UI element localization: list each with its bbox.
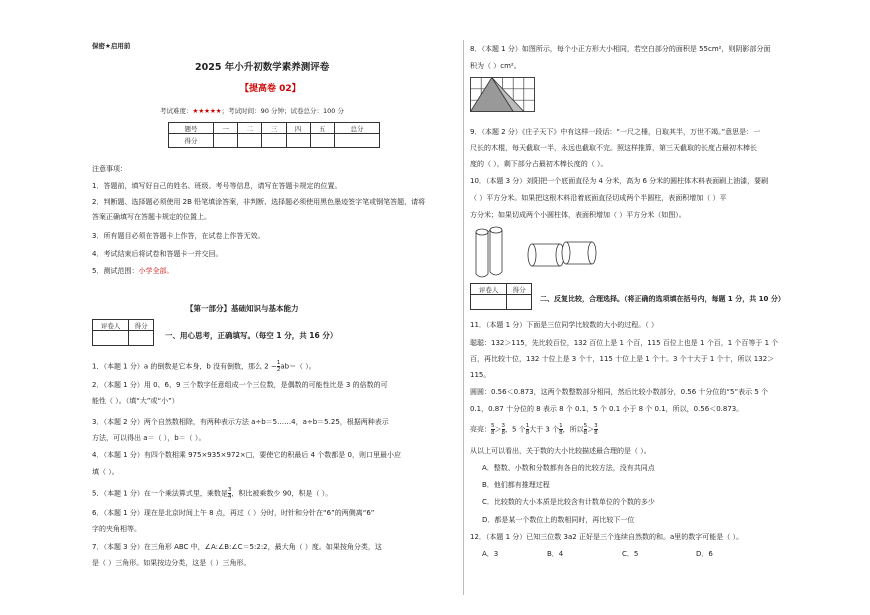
score-table-score-row bbox=[169, 134, 380, 148]
score-cell[interactable] bbox=[286, 134, 310, 148]
q5-text-rest: ，积比被乘数少 90，积是（ ）。 bbox=[231, 489, 333, 498]
grader-cell[interactable] bbox=[471, 295, 507, 310]
question-3-cont: 方法，可以得出 a＝（ ），b＝（ ）。 bbox=[92, 434, 206, 442]
score-cell[interactable] bbox=[334, 134, 379, 148]
question-3: 3．（本题 2 分）两个自然数相除，有两种表示方法 a÷b＝5……4，a÷b＝5.25，根据两种表示 bbox=[92, 418, 389, 426]
score-cell[interactable] bbox=[310, 134, 334, 148]
page-title: 2025 年小升初数学素养测评卷 bbox=[195, 62, 330, 73]
q11-option-b[interactable]: B．他们都有推理过程 bbox=[482, 481, 550, 489]
grader-label: 评卷人 bbox=[93, 320, 129, 331]
q11-frac-num: 1 bbox=[525, 423, 530, 429]
difficulty-stars: ★★★★★ bbox=[192, 107, 222, 115]
grader-cell[interactable] bbox=[507, 295, 532, 310]
question-8: 8．（本题 1 分）如图所示，每个小正方形大小相同，若空白部分的面积是 55cm²，则阴影部分面 bbox=[470, 45, 771, 53]
q12-option-a[interactable]: A．3 bbox=[482, 550, 499, 558]
q11-l6-b: ，5 个 bbox=[505, 425, 526, 434]
q11-option-a[interactable]: A．整数、小数和分数都有各自的比较方法，没有共同点 bbox=[482, 464, 655, 472]
question-6-cont: 字的夹角相等。 bbox=[92, 525, 141, 533]
q11-frac-den: 8 bbox=[594, 430, 598, 436]
note-item: 3．所有题目必须在答题卡上作答，在试卷上作答无效。 bbox=[92, 232, 265, 240]
grader-label: 评卷人 bbox=[471, 284, 507, 295]
exam-info-rest: ；考试时间：90 分钟；试卷总分：100 分 bbox=[221, 107, 344, 115]
q11-frac-num: 5 bbox=[583, 423, 588, 429]
q11-frac-num: 1 bbox=[559, 423, 563, 429]
question-10-cont: （ ）平方分米。如果把这根木料沿着底面直径切成两个半圆柱，表面积增加（ ）平 bbox=[470, 194, 727, 202]
q11-conclusion: 从以上可以看出，关于数的大小比较描述最合理的是（ ）。 bbox=[470, 447, 651, 455]
grader-table-2 bbox=[470, 283, 532, 310]
question-2-cont: 能性（ ）。（填“大”或“小”） bbox=[92, 397, 179, 405]
q11-gt: ＞ bbox=[494, 425, 502, 434]
q11-frac-den: 8 bbox=[583, 430, 588, 436]
q1-numerator: 1 bbox=[276, 360, 281, 366]
q12-option-c[interactable]: C．5 bbox=[622, 550, 639, 558]
difficulty-label: 考试难度： bbox=[160, 107, 193, 115]
section1-title: 一、用心思考，正确填写。（每空 1 分，共 16 分） bbox=[165, 331, 338, 340]
grader-score-label: 得分 bbox=[129, 320, 154, 331]
q11-line: 百，再比较十位，132 十位上是 3 个十，115 十位上是 1 个十。3 个十大于 1 个十，所以 132＞ bbox=[470, 355, 775, 363]
part1-title: 【第一部分】基础知识与基本能力 bbox=[186, 304, 299, 313]
q11-frac-num: 3 bbox=[594, 423, 598, 429]
q11-line: 0.1，0.87 十分位的 8 表示 8 个 0.1，5 个 0.1 小于 8 个 0.1，所以，0.56＜0.873。 bbox=[470, 405, 744, 413]
q11-frac-den: 8 bbox=[559, 430, 563, 436]
score-cell[interactable] bbox=[214, 134, 238, 148]
q11-frac bbox=[594, 423, 598, 436]
q1-ab: ab bbox=[280, 362, 290, 371]
grader-score-label: 得分 bbox=[507, 284, 532, 295]
score-cell[interactable] bbox=[262, 134, 286, 148]
q5-text: 5．（本题 1 分）在一个乘法算式里，乘数是 bbox=[92, 489, 228, 498]
question-12: 12．（本题 1 分）已知三位数 3a2 正好是三个连续自然数的和。a里的数字可能是（ ）。 bbox=[470, 533, 743, 541]
score-cell: 题号 bbox=[169, 123, 214, 134]
question-10-cont2: 方分米；如果切成两个小圆柱体，表面积增加（ ）平方分米（如图）。 bbox=[470, 211, 686, 219]
q1-denominator: 2 bbox=[276, 367, 281, 373]
score-table-header-row bbox=[169, 123, 380, 134]
score-cell[interactable] bbox=[238, 134, 262, 148]
q11-gt: ＞ bbox=[587, 425, 595, 434]
q11-line: 115。 bbox=[470, 371, 491, 379]
secret-label: 保密★启用前 bbox=[92, 42, 131, 50]
notes-heading: 注意事项： bbox=[92, 165, 127, 173]
score-cell: 得分 bbox=[169, 134, 214, 148]
note-item bbox=[92, 267, 173, 276]
range-label: 5．测试范围： bbox=[92, 267, 139, 275]
q1-blank: ＝（ ）。 bbox=[289, 362, 316, 371]
q11-line: 聪聪：132＞115，先比较百位，132 百位上是 1 个百，115 百位上也是 1 个百，1 个百等于 1 个 bbox=[470, 339, 779, 347]
q11-option-d[interactable]: D．都是某一个数位上的数相同时，再比较下一位 bbox=[482, 516, 635, 524]
question-2: 2．（本题 1 分）用 0、6、9 三个数字任意组成一个三位数，是偶数的可能性比是 3 的倍数的可 bbox=[92, 381, 388, 389]
question-9-cont: 尺长的木棍，每天截取一半，永远也截取不完。照这样推算，第三天截取的长度占最初木棒长 bbox=[470, 144, 757, 152]
column-divider bbox=[463, 40, 464, 595]
question-4: 4．（本题 1 分）有四个数相乘 975×935×972×□，要使它的积最后 4 个数都是 0，则口里最小应 bbox=[92, 451, 401, 459]
score-cell: 四 bbox=[286, 123, 310, 134]
q1-text: 1．（本题 1 分）a 的倒数是它本身，b 没有倒数，那么 bbox=[92, 362, 263, 371]
score-cell: 五 bbox=[310, 123, 334, 134]
q1-expr: 2 − bbox=[264, 362, 277, 371]
question-7-cont: 是（ ）三角形。如果按边分类，这是（ ）三角形。 bbox=[92, 559, 251, 567]
q11-frac-den: 8 bbox=[491, 430, 495, 436]
grader-cell[interactable] bbox=[129, 331, 154, 346]
question-9-cont2: 度的（ ），剩下部分占最初木棒长度的（ ）。 bbox=[470, 160, 608, 168]
note-item: 4．考试结束后将试卷和答题卡一并交回。 bbox=[92, 250, 223, 258]
score-cell: 总分 bbox=[334, 123, 379, 134]
q11-option-c[interactable]: C．比较数的大小本质是比较含有计数单位的个数的多少 bbox=[482, 498, 655, 506]
q11-frac-den: 8 bbox=[525, 430, 530, 436]
question-8-cont: 积为（ ）cm²。 bbox=[470, 62, 521, 70]
range-value: 小学全部。 bbox=[138, 267, 174, 275]
q11-frac-num: 5 bbox=[491, 423, 495, 429]
grader-table bbox=[92, 319, 154, 346]
question-6: 6．（本题 1 分）现在是北京时间上午 8 点，再过（ ）分时，时针和分针在“6”的两侧离“6” bbox=[92, 509, 375, 517]
q11-l6-c: 大于 3 个 bbox=[529, 425, 560, 434]
q11-frac-num: 3 bbox=[501, 423, 505, 429]
cut-cylinder-figure bbox=[522, 236, 602, 276]
grader-cell[interactable] bbox=[93, 331, 129, 346]
question-1 bbox=[92, 360, 316, 373]
q11-liangliang bbox=[470, 423, 598, 436]
question-11: 11．（本题 1 分）下面是三位同学比较数的大小的过程。（ ） bbox=[470, 321, 659, 329]
q12-option-d[interactable]: D．6 bbox=[696, 550, 713, 558]
question-4-cont: 填（ ）。 bbox=[92, 468, 119, 476]
q12-option-b[interactable]: B．4 bbox=[547, 550, 564, 558]
score-cell: 二 bbox=[238, 123, 262, 134]
section2-title: 二、反复比较，合理选择。（将正确的选项填在括号内，每题 1 分，共 10 分） bbox=[540, 295, 785, 303]
question-10: 10．（本题 3 分）刘阳把一个底面直径为 4 分米，高为 6 分米的圆柱体木料表面刷上油漆，要刷 bbox=[470, 177, 769, 185]
q11-l6-a: 亮亮： bbox=[470, 425, 491, 434]
score-cell: 一 bbox=[214, 123, 238, 134]
score-cell: 三 bbox=[262, 123, 286, 134]
exam-info bbox=[160, 107, 344, 116]
half-cylinder-figure bbox=[468, 226, 528, 281]
question-5 bbox=[92, 487, 332, 500]
q11-line: 圆圆：0.56＜0.873，这两个数整数部分相同，然后比较小数部分，0.56 十分位的“5”表示 5 个 bbox=[470, 388, 769, 396]
q5-denominator: 4 bbox=[227, 494, 232, 500]
note-item: 2．判断题、选择题必须使用 2B 铅笔填涂答案，非判断、选择题必须使用黑色墨迹签字笔或钢笔答题，请将 bbox=[92, 198, 426, 206]
score-table bbox=[168, 122, 380, 148]
note-item: 答案正确填写在答题卡规定的位置上。 bbox=[92, 213, 211, 221]
q11-l6-d: ，所以 bbox=[562, 425, 584, 434]
question-7: 7．（本题 3 分）在三角形 ABC 中，∠A:∠B:∠C＝5:2:2，最大角（ ）度。如果按角分类，这 bbox=[92, 543, 382, 551]
paper-subtitle: 【提高卷 02】 bbox=[240, 84, 301, 94]
q5-numerator: 3 bbox=[227, 487, 232, 493]
q11-frac-den: 8 bbox=[501, 430, 505, 436]
q8-grid-figure bbox=[470, 77, 536, 113]
note-item: 1．答题前，填写好自己的姓名、班级、考号等信息，请写在答题卡规定的位置。 bbox=[92, 182, 342, 190]
question-9: 9．（本题 2 分）《庄子天下》中有这样一段话：“一尺之棰，日取其半，万世不竭。”意思是：一 bbox=[470, 128, 761, 136]
